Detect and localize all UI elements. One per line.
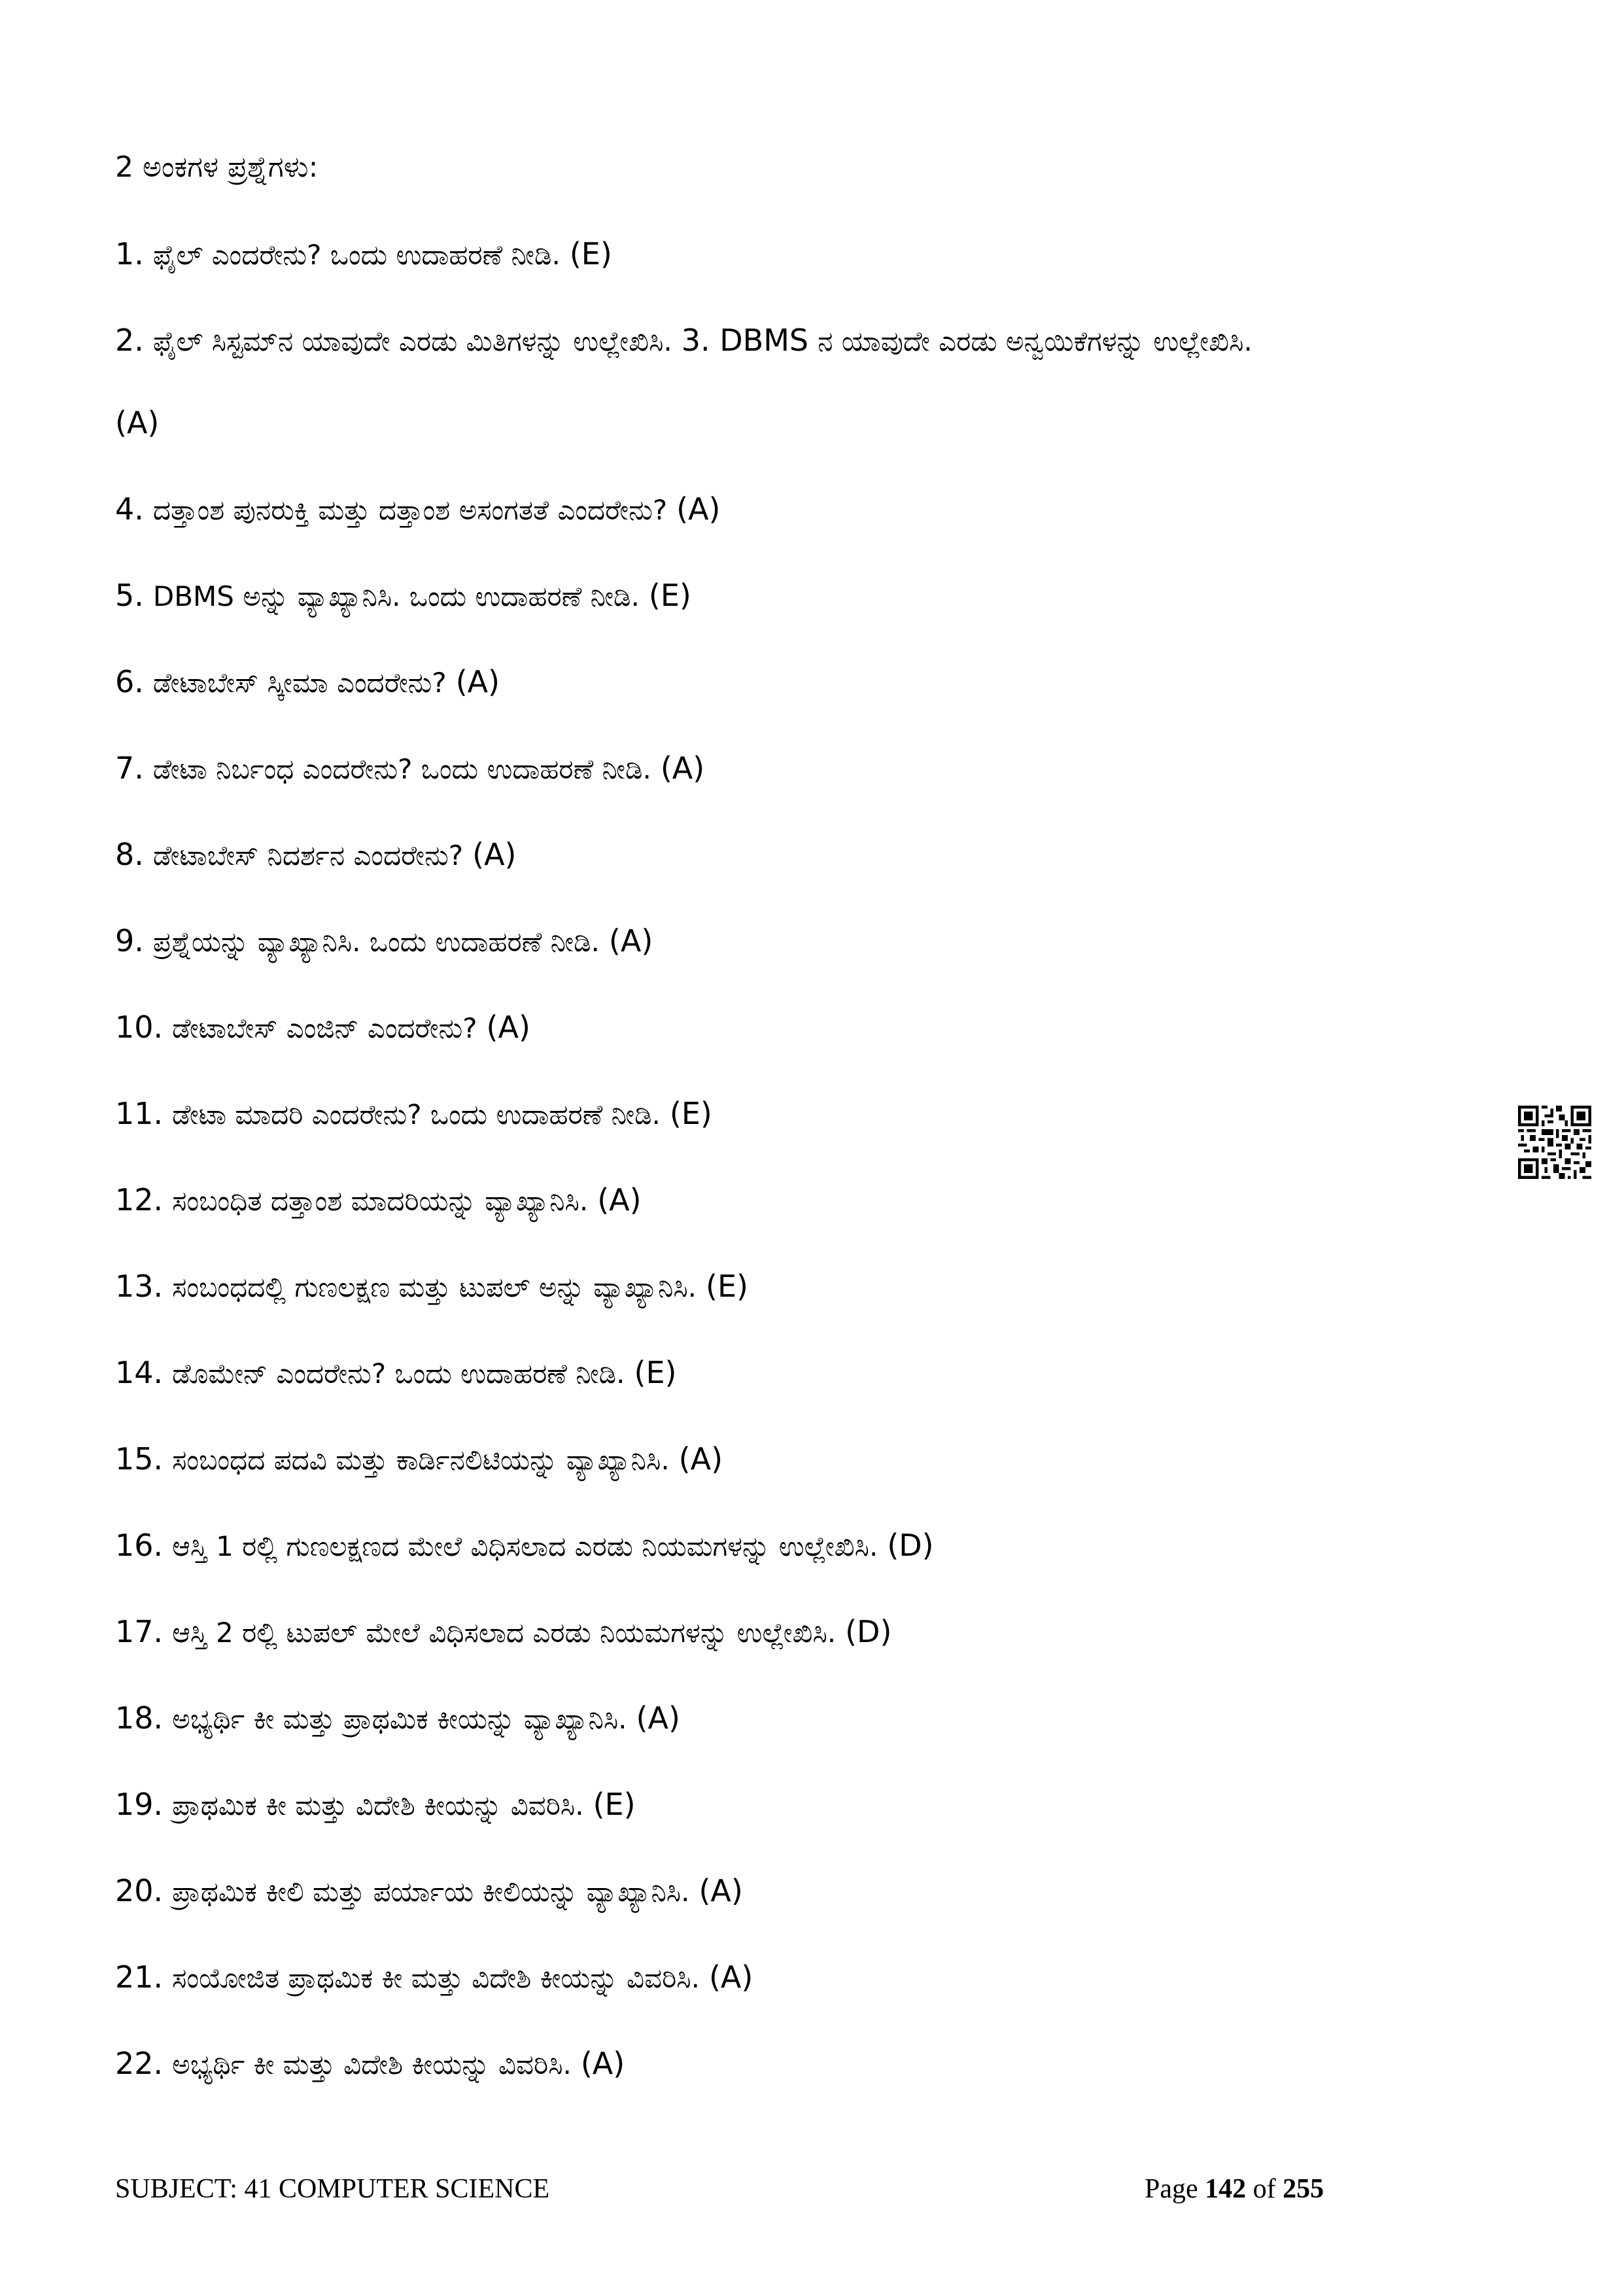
question-text: ಡೇಟಾಬೇಸ್ ಸ್ಕೀಮಾ ಎಂದರೇನು? <box>152 667 447 699</box>
question-number: 22. <box>115 2046 164 2081</box>
question-number: 6. <box>115 664 144 699</box>
question-level: (A) <box>676 491 721 527</box>
question-level: (A) <box>580 2046 625 2081</box>
question-number: 15. <box>115 1441 164 1477</box>
page-word: Page <box>1145 2174 1198 2204</box>
page-of: of <box>1253 2174 1276 2204</box>
question-item-continuation <box>115 403 1554 444</box>
question-text: ಸಂಯೋಜಿತ ಪ್ರಾಥಮಿಕ ಕೀ ಮತ್ತು ವಿದೇಶಿ ಕೀಯನ್ನು ವಿವರಿಸಿ. <box>172 1962 700 1994</box>
question-text: ಆಸ್ತಿ 1 ರಲ್ಲಿ ಗುಣಲಕ್ಷಣದ ಮೇಲೆ ವಿಧಿಸಲಾದ ಎರಡು ನಿಯಮಗಳನ್ನು ಉಲ್ಲೇಖಿಸಿ. <box>172 1530 878 1562</box>
question-number: 10. <box>115 1009 164 1045</box>
page-total: 255 <box>1283 2174 1324 2204</box>
question-text: ಅಭ್ಯರ್ಥಿ ಕೀ ಮತ್ತು ವಿದೇಶಿ ಕೀಯನ್ನು ವಿವರಿಸಿ. <box>172 2048 572 2080</box>
question-item <box>115 662 1554 703</box>
question-item <box>115 1180 1554 1221</box>
question-level: (A) <box>636 1700 680 1736</box>
question-level: (A) <box>486 1009 530 1045</box>
question-item <box>115 321 1554 361</box>
question-text: ಡೇಟಾಬೇಸ್ ಎಂಜಿನ್ ಎಂದರೇನು? <box>172 1012 477 1044</box>
question-number: 7. <box>115 750 144 786</box>
question-text: ಸಂಬಂಧದಲ್ಲಿ ಗುಣಲಕ್ಷಣ ಮತ್ತು ಟುಪಲ್ ಅನ್ನು ವ್ಯಾಖ್ಯಾನಿಸಿ. <box>172 1271 697 1303</box>
question-number: 18. <box>115 1700 164 1736</box>
question-item <box>115 1267 1554 1307</box>
question-item <box>115 1785 1554 1825</box>
question-level: (E) <box>706 1269 748 1304</box>
question-level: (E) <box>593 1787 636 1822</box>
question-number: 11. <box>115 1096 164 1131</box>
question-number: 8. <box>115 837 144 872</box>
question-list <box>115 234 1554 2084</box>
question-number: 2. <box>115 323 144 358</box>
question-number: 5. <box>115 578 144 613</box>
question-level: (D) <box>887 1528 934 1563</box>
question-item <box>115 1007 1554 1048</box>
question-item <box>115 1698 1554 1739</box>
question-number: 9. <box>115 923 144 958</box>
question-text: ಸಂಬಂಧಿತ ದತ್ತಾಂಶ ಮಾದರಿಯನ್ನು ವ್ಯಾಖ್ಯಾನಿಸಿ. <box>172 1185 589 1217</box>
question-item <box>115 2044 1554 2084</box>
question-text: ಅಭ್ಯರ್ಥಿ ಕೀ ಮತ್ತು ಪ್ರಾಥಮಿಕ ಕೀಯನ್ನು ವ್ಯಾಖ್ಯಾನಿಸಿ. <box>172 1703 627 1735</box>
question-level: (D) <box>845 1614 892 1649</box>
question-level: (A) <box>472 837 517 872</box>
question-text: ಆಸ್ತಿ 2 ರಲ್ಲಿ ಟುಪಲ್ ಮೇಲೆ ವಿಧಿಸಲಾದ ಎರಡು ನಿಯಮಗಳನ್ನು ಉಲ್ಲೇಖಿಸಿ. <box>172 1617 837 1649</box>
question-text: ಪ್ರಾಥಮಿಕ ಕೀಲಿ ಮತ್ತು ಪರ್ಯಾಯ ಕೀಲಿಯನ್ನು ವ್ಯಾಖ್ಯಾನಿಸಿ. <box>172 1876 690 1908</box>
question-text: ಪ್ರಾಥಮಿಕ ಕೀ ಮತ್ತು ವಿದೇಶಿ ಕೀಯನ್ನು ವಿವರಿಸಿ. <box>172 1789 584 1821</box>
question-level: (A) <box>699 1873 743 1908</box>
question-number: 12. <box>115 1182 164 1218</box>
question-item <box>115 748 1554 789</box>
question-level: (E) <box>634 1355 677 1390</box>
question-level: (A) <box>608 923 653 958</box>
question-item <box>115 234 1554 275</box>
question-number: 17. <box>115 1614 164 1649</box>
question-item <box>115 489 1554 530</box>
section-heading: 2 ಅಂಕಗಳ ಪ್ರಶ್ನೆಗಳು: <box>115 150 319 184</box>
question-level: (A) <box>660 750 705 786</box>
question-level: (E) <box>569 236 612 272</box>
question-level: (E) <box>669 1096 712 1131</box>
question-text: ಪ್ರಶ್ನೆಯನ್ನು ವ್ಯಾಖ್ಯಾನಿಸಿ. ಒಂದು ಉದಾಹರಣೆ ನೀಡಿ. <box>152 926 600 958</box>
question-item <box>115 921 1554 962</box>
question-level: (A) <box>115 405 160 440</box>
page-current: 142 <box>1205 2174 1247 2204</box>
question-item <box>115 1871 1554 1912</box>
question-text: ಫೈಲ್ ಎಂದರೇನು? ಒಂದು ಉದಾಹರಣೆ ನೀಡಿ. <box>152 239 561 271</box>
question-number: 20. <box>115 1873 164 1908</box>
question-number: 3. DBMS <box>681 323 809 358</box>
question-text: ಫೈಲ್ ಸಿಸ್ಟಮ್‌ನ ಯಾವುದೇ ಎರಡು ಮಿತಿಗಳನ್ನು ಉಲ್ಲೇಖಿಸಿ. <box>152 325 672 357</box>
question-item <box>115 1612 1554 1653</box>
question-item <box>115 1526 1554 1566</box>
question-text: ನ ಯಾವುದೇ ಎರಡು ಅನ್ವಯಿಕೆಗಳನ್ನು ಉಲ್ಲೇಖಿಸಿ. <box>818 325 1253 357</box>
question-number: 16. <box>115 1528 164 1563</box>
question-level: (A) <box>678 1441 723 1477</box>
question-number: 4. <box>115 491 144 527</box>
question-level: (A) <box>597 1182 642 1218</box>
question-text: ದತ್ತಾಂಶ ಪುನರುಕ್ತಿ ಮತ್ತು ದತ್ತಾಂಶ ಅಸಂಗತತೆ ಎಂದರೇನು? <box>152 494 668 526</box>
question-number: 19. <box>115 1787 164 1822</box>
question-text: DBMS ಅನ್ನು ವ್ಯಾಖ್ಯಾನಿಸಿ. ಒಂದು ಉದಾಹರಣೆ ನೀಡಿ. <box>152 580 640 612</box>
question-item <box>115 1439 1554 1480</box>
question-number: 21. <box>115 1959 164 1995</box>
question-number: 1. <box>115 236 144 272</box>
footer-page-number <box>1145 2171 1324 2207</box>
question-level: (A) <box>455 664 500 699</box>
question-text: ಡೇಟಾ ಮಾದರಿ ಎಂದರೇನು? ಒಂದು ಉದಾಹರಣೆ ನೀಡಿ. <box>172 1098 661 1130</box>
question-level: (E) <box>648 578 691 613</box>
qr-code-icon <box>1518 1106 1591 1179</box>
question-item <box>115 835 1554 875</box>
question-item <box>115 1353 1554 1393</box>
question-item <box>115 576 1554 616</box>
question-section <box>115 148 1554 2130</box>
question-number: 14. <box>115 1355 164 1390</box>
question-text: ಸಂಬಂಧದ ಪದವಿ ಮತ್ತು ಕಾರ್ಡಿನಲಿಟಿಯನ್ನು ವ್ಯಾಖ್ಯಾನಿಸಿ. <box>172 1444 670 1476</box>
question-item <box>115 1094 1554 1134</box>
question-text: ಡೇಟಾ ನಿರ್ಬಂಧ ಎಂದರೇನು? ಒಂದು ಉದಾಹರಣೆ ನೀಡಿ. <box>152 753 651 785</box>
question-number: 13. <box>115 1269 164 1304</box>
question-level: (A) <box>708 1959 753 1995</box>
footer-subject: SUBJECT: 41 COMPUTER SCIENCE <box>115 2174 550 2204</box>
question-text: ಡೊಮೇನ್ ಎಂದರೇನು? ಒಂದು ಉದಾಹರಣೆ ನೀಡಿ. <box>172 1358 625 1390</box>
question-text: ಡೇಟಾಬೇಸ್ ನಿದರ್ಶನ ಎಂದರೇನು? <box>152 839 464 871</box>
question-item <box>115 1957 1554 1998</box>
